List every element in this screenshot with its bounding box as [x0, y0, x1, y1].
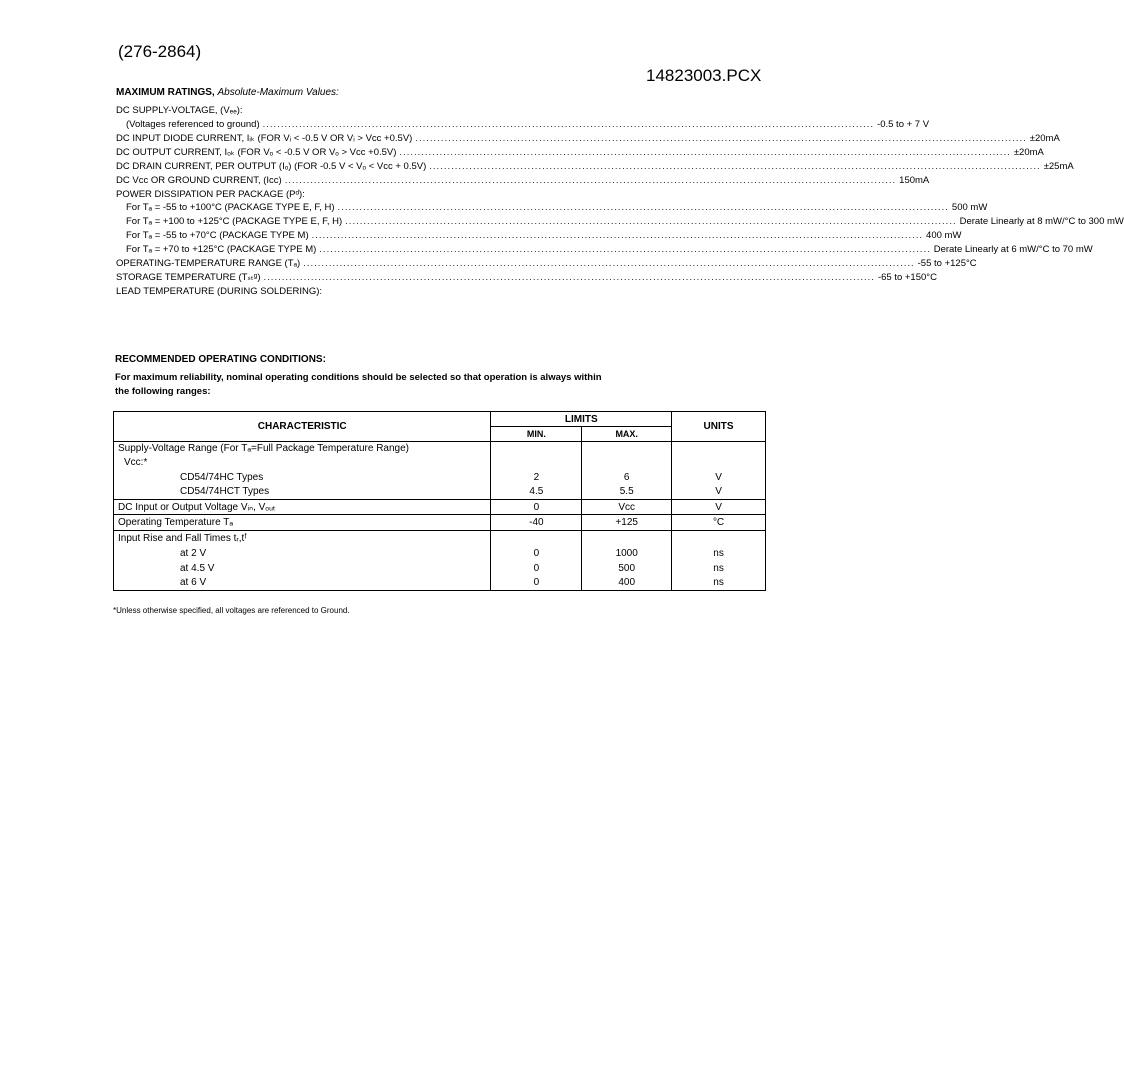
- part-number: (276-2864): [118, 42, 202, 61]
- recommended-title: RECOMMENDED OPERATING CONDITIONS:: [115, 354, 326, 365]
- table-row: [114, 470, 766, 485]
- rating-row: DC OUTPUT CURRENT, Iₒₖ (FOR Vₒ < -0.5 V OR Vₒ > Vcc +0.5V) ........................................................................................................................................................................ ±20mA: [116, 147, 1044, 158]
- rating-row: DC DRAIN CURRENT, PER OUTPUT (Iₒ) (FOR -0.5 V < Vₒ < Vcc + 0.5V) ........................................................................................................................................................................ ±25mA: [116, 161, 1074, 172]
- footnote: *Unless otherwise specified, all voltages are referenced to Ground.: [113, 606, 350, 615]
- max-ratings-title: [116, 87, 339, 98]
- table-row: [114, 546, 766, 561]
- rating-label: OPERATING-TEMPERATURE RANGE (Tₐ): [116, 258, 301, 269]
- rating-label: For Tₐ = -55 to +100°C (PACKAGE TYPE E, F, H): [126, 202, 335, 213]
- rating-row: [116, 285, 771, 298]
- rating-row: OPERATING-TEMPERATURE RANGE (Tₐ) ........................................................................................................................................................................ -55 to +125°C: [116, 258, 977, 269]
- rating-label: DC OUTPUT CURRENT, Iₒₖ (FOR Vₒ < -0.5 V OR Vₒ > Vcc +0.5V): [116, 147, 397, 158]
- rating-label: DC INPUT DIODE CURRENT, Iᵢₖ (FOR Vᵢ < -0.5 V OR Vᵢ > Vcc +0.5V): [116, 133, 413, 144]
- header-limits: LIMITS: [491, 412, 672, 427]
- rating-value: 150mA: [899, 175, 930, 186]
- table-row: [114, 515, 766, 531]
- operating-conditions-table: [113, 411, 766, 591]
- row-label: at 2 V: [114, 546, 491, 561]
- rating-row: STORAGE TEMPERATURE (Tₛₜᵍ) ........................................................................................................................................................................ -65 to +150°C: [116, 272, 937, 283]
- max-ratings-title-bold: MAXIMUM RATINGS,: [116, 87, 215, 98]
- row-min: -40: [491, 515, 582, 531]
- file-name: 14823003.PCX: [646, 66, 762, 85]
- rating-label: LEAD TEMPERATURE (DURING SOLDERING):: [116, 286, 323, 297]
- rating-value: -65 to +150°C: [877, 272, 937, 283]
- row-label: CD54/74HCT Types: [114, 485, 491, 500]
- table-row: [114, 500, 766, 515]
- row-max: 1000: [582, 546, 672, 561]
- table-row: [114, 576, 766, 591]
- row-label: CD54/74HC Types: [114, 470, 491, 485]
- row-units: °C: [672, 515, 766, 531]
- rating-label: For Tₐ = -55 to +70°C (PACKAGE TYPE M): [126, 230, 309, 241]
- rating-row: (Voltages referenced to ground) ........................................................................................................................................................................ -0.5 to + 7 V: [126, 119, 930, 130]
- row-units: ns: [672, 576, 766, 591]
- rating-row: DC Vcc OR GROUND CURRENT, (Icc) ........................................................................................................................................................................ 150mA: [116, 175, 930, 186]
- max-ratings-title-italic: Absolute-Maximum Values:: [217, 87, 339, 98]
- rating-value: ±25mA: [1043, 161, 1074, 172]
- rating-label: DC DRAIN CURRENT, PER OUTPUT (Iₒ) (FOR -0.5 V < Vₒ < Vcc + 0.5V): [116, 161, 427, 172]
- supply-voltage-vcc: Vcc:*: [114, 456, 491, 470]
- rating-value: Derate Linearly at 8 mW/°C to 300 mW: [959, 216, 1124, 227]
- rating-value: -0.5 to + 7 V: [877, 119, 930, 130]
- rating-row: [116, 104, 771, 117]
- recommended-intro-line2: the following ranges:: [115, 386, 211, 397]
- row-max: 5.5: [582, 485, 672, 500]
- row-label: at 4.5 V: [114, 561, 491, 576]
- rating-row: For Tₐ = -55 to +70°C (PACKAGE TYPE M) ........................................................................................................................................................................ 400 mW: [126, 230, 962, 241]
- rating-row: For Tₐ = +70 to +125°C (PACKAGE TYPE M) ........................................................................................................................................................................ Derate Linearly at 6 mW/°C to 70 mW: [126, 244, 1093, 255]
- header-units: UNITS: [672, 412, 766, 442]
- header-min: MIN.: [491, 427, 582, 442]
- row-label: at 6 V: [114, 576, 491, 591]
- row-max: Vcc: [582, 500, 672, 515]
- rating-row: For Tₐ = +100 to +125°C (PACKAGE TYPE E, F, H) ........................................................................................................................................................................ Derate Linearly at 8 mW/°C to 300 mW: [126, 216, 1124, 227]
- header-characteristic: CHARACTERISTIC: [114, 412, 491, 442]
- rating-label: DC Vcc OR GROUND CURRENT, (Icc): [116, 175, 282, 186]
- rating-value: 400 mW: [926, 230, 962, 241]
- row-units: ns: [672, 561, 766, 576]
- recommended-intro-line1: For maximum reliability, nominal operating conditions should be selected so that operation is always within: [115, 372, 602, 383]
- row-min: 2: [491, 470, 582, 485]
- supply-voltage-label: Supply-Voltage Range (For Tₐ=Full Package Temperature Range): [114, 442, 491, 456]
- row-label: Operating Temperature Tₐ: [114, 515, 491, 531]
- rating-value: ±20mA: [1013, 147, 1044, 158]
- row-units: V: [672, 485, 766, 500]
- row-max: +125: [582, 515, 672, 531]
- row-units: V: [672, 500, 766, 515]
- rating-value: -55 to +125°C: [917, 258, 977, 269]
- row-units: ns: [672, 546, 766, 561]
- header-max: MAX.: [582, 427, 672, 442]
- rating-label: For Tₐ = +100 to +125°C (PACKAGE TYPE E, F, H): [126, 216, 343, 227]
- rating-value: ±20mA: [1029, 133, 1060, 144]
- rating-label: STORAGE TEMPERATURE (Tₛₜᵍ): [116, 272, 261, 283]
- rating-label: DC SUPPLY-VOLTAGE, (Vₑₑ):: [116, 105, 243, 116]
- row-max: 500: [582, 561, 672, 576]
- row-min: 0: [491, 500, 582, 515]
- row-label: DC Input or Output Voltage Vᵢₙ, Vₒᵤₜ: [114, 500, 491, 515]
- rating-label: For Tₐ = +70 to +125°C (PACKAGE TYPE M): [126, 244, 317, 255]
- rating-row: DC INPUT DIODE CURRENT, Iᵢₖ (FOR Vᵢ < -0.5 V OR Vᵢ > Vcc +0.5V) ........................................................................................................................................................................ ±20mA: [116, 133, 1060, 144]
- row-min: 4.5: [491, 485, 582, 500]
- rating-value: Derate Linearly at 6 mW/°C to 70 mW: [933, 244, 1093, 255]
- rating-label: POWER DISSIPATION PER PACKAGE (Pᵈ):: [116, 189, 305, 200]
- rating-row: For Tₐ = -55 to +100°C (PACKAGE TYPE E, F, H) ........................................................................................................................................................................ 500 mW: [126, 202, 988, 213]
- row-min: 0: [491, 576, 582, 591]
- row-min: 0: [491, 546, 582, 561]
- table-row: [114, 485, 766, 500]
- rating-label: (Voltages referenced to ground): [126, 119, 260, 130]
- row-min: 0: [491, 561, 582, 576]
- rating-row: [116, 188, 771, 201]
- table-row: [114, 561, 766, 576]
- row-units: V: [672, 470, 766, 485]
- rating-value: 500 mW: [951, 202, 988, 213]
- row-max: 400: [582, 576, 672, 591]
- row-max: 6: [582, 470, 672, 485]
- rise-fall-label: Input Rise and Fall Times tᵣ,tᶠ: [114, 531, 491, 546]
